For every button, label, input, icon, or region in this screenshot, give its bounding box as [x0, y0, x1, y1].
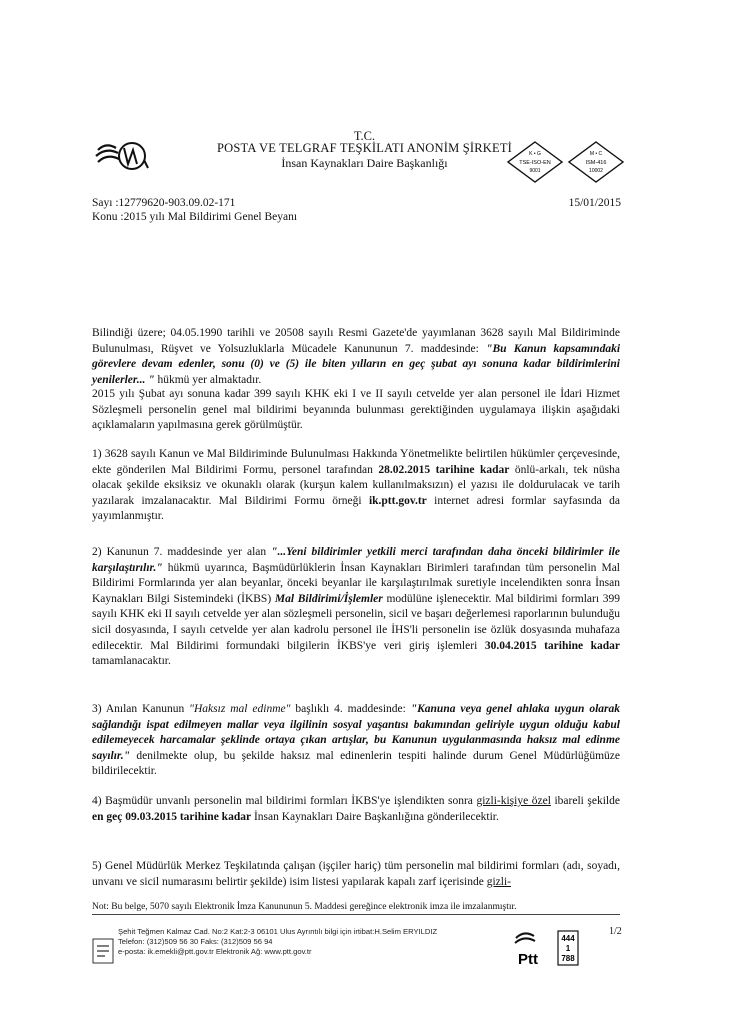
- module-name: Mal Bildirimi/İşlemler: [274, 592, 383, 605]
- quoted-law-text: "Kanuna veya genel ahlaka uygun olarak sağlandığı ispat edilmeyen mallar veya ilgilinin sosyal yaşantısı bakımından geliriyle uygun olduğu kabul edilemeyecek harcamalar şeklinde ortaya çıkan artışlar, bu Kanunun uygulanmasında haksız mal edinme sayılır.": [92, 703, 620, 762]
- header-tc: T.C.: [353, 129, 376, 143]
- small-emblem-icon: [92, 938, 114, 964]
- text-segment: 1) 3628 sayılı Kanun ve Mal Bildiriminde Bulunulması Hakkında Yönetmelikte belirtilen hükümler çerçevesinde, ekte gönderilen Mal Bildirimi Formu, personel tarafından: [92, 448, 620, 476]
- call-center-number: 444: [561, 934, 575, 943]
- ptt-call-center-logo: [512, 928, 580, 968]
- iso-badge-line: TSE-ISO-EN: [519, 160, 551, 166]
- iso-badge-line: K • G: [529, 151, 541, 157]
- deadline-text: en geç 09.03.2015 tarihine kadar: [92, 810, 252, 823]
- text-segment: 4) Başmüdür unvanlı personelin mal bildirimi formları İKBS'ye işlendikten sonra: [92, 795, 477, 807]
- iso-badge-line: 9001: [529, 168, 541, 174]
- paragraph-intro: [92, 326, 620, 388]
- iso-badge-line: M • C: [589, 151, 603, 157]
- quoted-law-text: "...Yeni bildirimler yetkili merci tarafından daha önceki bildirimler ile karşılaştırılır.": [92, 546, 620, 574]
- text-segment: 2015 yılı Şubat ayı sonuna kadar 399 sayılı KHK eki I ve II sayılı cetvelde yer alan personel ile İdari Hizmet Sözleşmeli personelin genel mal bildirimi beyanında bulunması gerektiğinden uygulamaya ilişkin aşağıdaki açıklamaların yapılmasına gerek görülmüştür.: [92, 388, 620, 432]
- text-segment: internet adresi formlar sayfasında da yayımlanmıştır.: [92, 494, 620, 523]
- call-center-number: 788: [561, 954, 575, 963]
- confidential-label: gizli-kişiye özel: [476, 795, 551, 807]
- header-organization: POSTA VE TELGRAF TEŞKİLATI ANONİM ŞİRKETİ: [216, 141, 513, 155]
- document-date: 15/01/2015: [568, 197, 621, 209]
- confidential-label: gizli-: [486, 875, 511, 888]
- ptt-wordmark: Ptt: [518, 951, 538, 968]
- deadline-text: 28.02.2015 tarihine kadar: [378, 463, 510, 476]
- paragraph-item-5: [92, 859, 620, 890]
- text-segment: başlıklı 4. maddesinde:: [290, 703, 411, 715]
- page-number: 1/2: [609, 926, 622, 937]
- e-signature-note: Not: Bu belge, 5070 sayılı Elektronik İmza Kanununun 5. Maddesi gereğince elektronik imza ile imzalanmıştır.: [92, 902, 517, 912]
- paragraph-scope: [92, 387, 620, 434]
- text-segment: tamamlanacaktır.: [92, 655, 171, 668]
- text-segment: önlü-arkalı, tek nüsha olacak şekilde eksiksiz ve okunaklı olarak (kurşun kalem kullanılmaksızın) el yazısı ile doldurulacak ve tarih yazılarak imzalanacaktır. Mal Bildirimi Formu örneği: [92, 463, 620, 507]
- paragraph-item-2: [92, 545, 620, 670]
- text-segment: hükmü uyarınca, Başmüdürlüklerin İnsan Kaynakları Birimleri tarafından tüm personelin Mal Bildirimi Formlarında yer alan beyanlar, önceki beyanlar ile karşılaştırılmak suretiyle incelendikten sonra İnsan Kaynakları Bilgi Sistemindeki (İKBS): [92, 561, 620, 605]
- text-segment: hükmü yer almaktadır.: [154, 373, 262, 386]
- reference-number: Sayı :12779620-903.09.02-171: [92, 197, 236, 209]
- deadline-text: 30.04.2015 tarihine kadar: [484, 639, 621, 652]
- iso-badge-line: 10002: [589, 168, 603, 174]
- article-title: "Haksız mal edinme": [189, 703, 291, 715]
- text-segment: 2) Kanunun 7. maddesinde yer alan: [92, 546, 272, 558]
- text-segment: 3) Anılan Kanunun: [92, 703, 190, 715]
- footer-email: e-posta: ik.emekli@ptt.gov.tr Elektronik Ağ: www.ptt.gov.tr: [118, 947, 312, 956]
- call-center-number: 1: [565, 944, 571, 953]
- header-department: İnsan Kaynakları Daire Başkanlığı: [281, 156, 448, 170]
- iso-badge-line: ISM-416: [585, 160, 607, 166]
- footer-address: Şehit Teğmen Kalmaz Cad. No:2 Kat:2-3 06101 Ulus Ayrıntılı bilgi için irtibat:H.Selim ERYILDIZ: [118, 927, 438, 936]
- footer-phone: Telefon: (312)509 56 30 Faks: (312)509 56 94: [118, 937, 273, 946]
- text-segment: modülüne işlenecektir. Mal bildirimi formları 399 sayılı KHK eki II sayılı cetvelde yer alan sözleşmeli personelin, sicil ve başarı değerlemesi raporlarının bulunduğu sicil dosyasında, I sayılı cetvelde yer alan kadrolu personel ile İHS'li personelin ise özlük dosyasında muhafaza edilecektir. Mal Bildirimi formundaki bilgilerin İKBS'ye veri giriş işlemleri: [92, 592, 620, 652]
- paragraph-item-4: [92, 794, 620, 825]
- text-segment: İnsan Kaynakları Daire Başkanlığına gönderilecektir.: [251, 810, 499, 823]
- website-link[interactable]: ik.ptt.gov.tr: [368, 494, 427, 507]
- iso-certification-badge: [567, 140, 625, 184]
- quoted-law-text: "Bu Kanun kapsamındaki görevlere devam edenler, sonu (0) ve (5) ile biten yılların en geç şubat ayı sonuna kadar bildirimlerini yenilerler... ": [92, 342, 621, 386]
- footer-divider: [92, 914, 620, 915]
- subject-line: Konu :2015 yılı Mal Bildirimi Genel Beyanı: [92, 211, 298, 223]
- text-segment: 5) Genel Müdürlük Merkez Teşkilatında çalışan (işçiler hariç) tüm personelin mal bildirimi formları (adı, soyadı, unvanı ve sicil numarasını belirtir şekilde) isim listesi yapılarak kapalı zarf içerisinde: [92, 860, 620, 888]
- text-segment: denilmekte olup, bu şekilde haksız mal edinenlerin tespiti halinde durum Genel Müdürlüğümüze bildirilecektir.: [92, 749, 620, 778]
- paragraph-item-1: [92, 447, 620, 525]
- text-segment: Bilindiği üzere; 04.05.1990 tarihli ve 20508 sayılı Resmi Gazete'de yayımlanan 3628 sayılı Mal Bildiriminde Bulunulması, Rüşvet ve Yolsuzluklarla Mücadele Kanununun 7. maddesinde:: [92, 327, 620, 355]
- iso-certification-badge: [506, 140, 564, 184]
- text-segment: ibareli şekilde: [550, 795, 620, 807]
- paragraph-item-3: [92, 702, 620, 780]
